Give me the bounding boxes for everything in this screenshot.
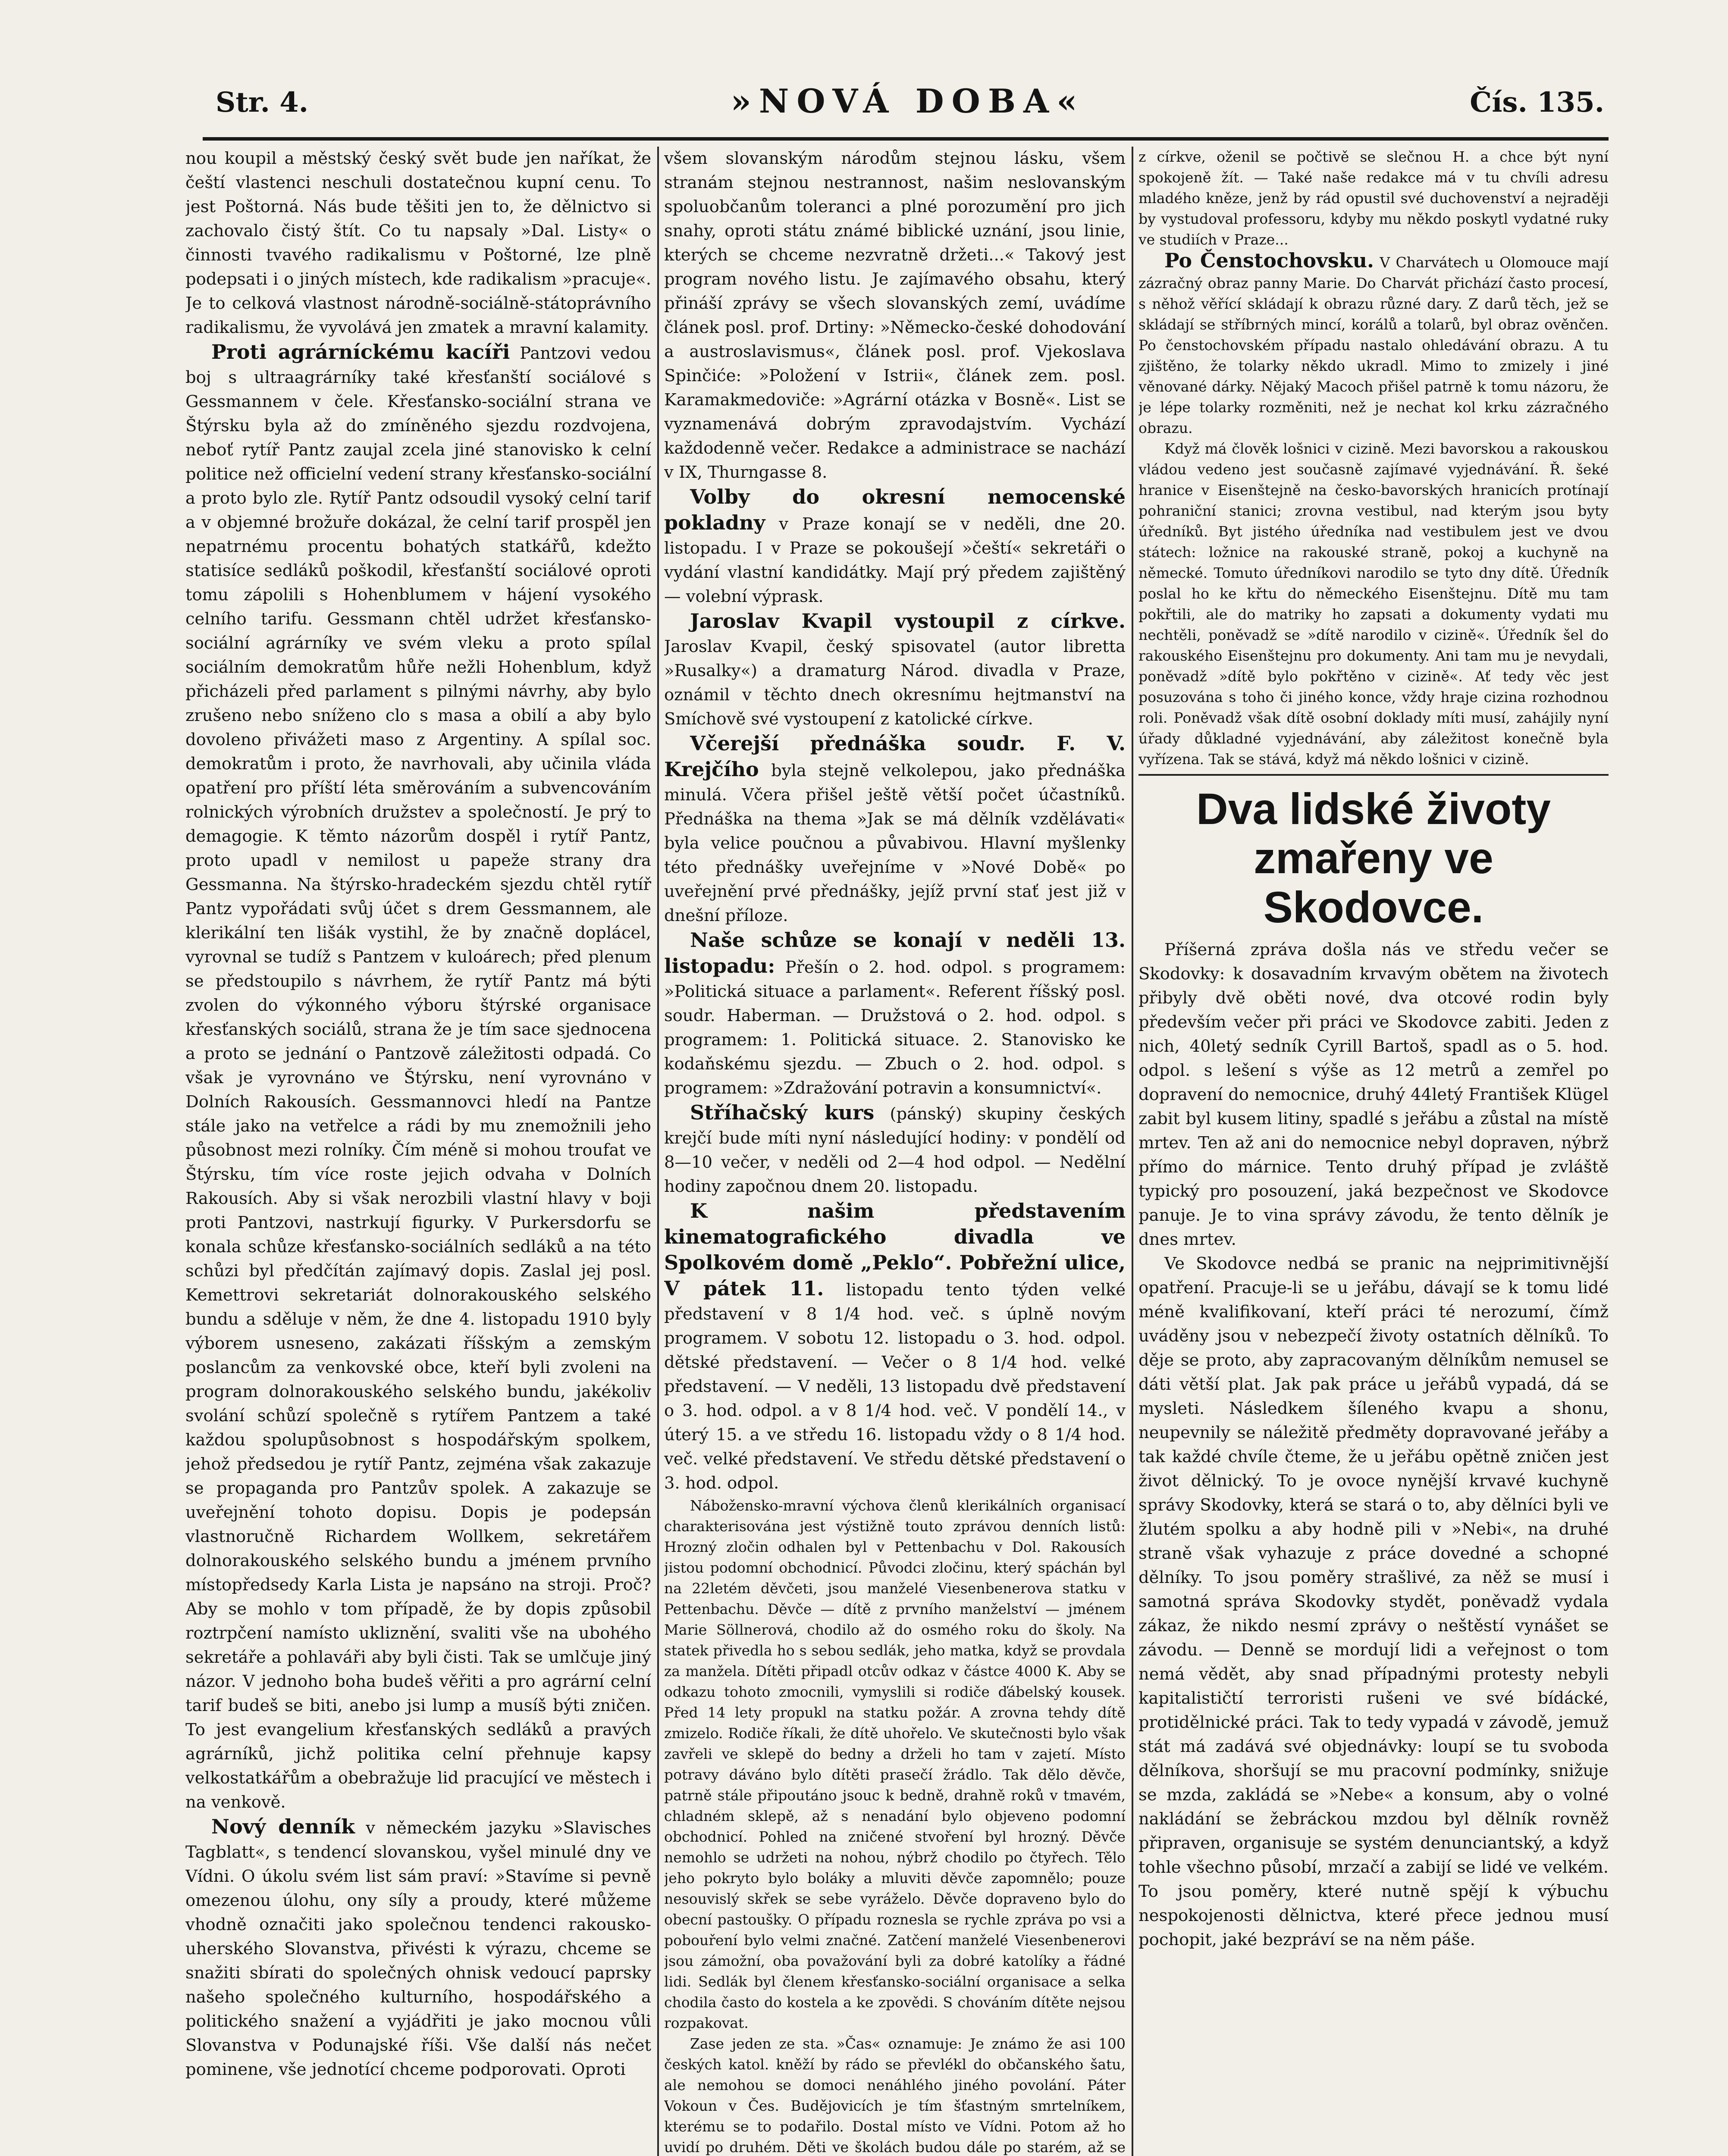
article-lead: Naše schůze se konají v neděli 13. listopadu: [664, 928, 1126, 978]
article-paragraph: Zase jeden ze sta. »Čas« oznamuje: Je známo že asi 100 českých katol. kněží by rádo se převlékl do občanského šatu, ale nemohou se domoci nenáhlého jiného povolání. Páter Vokoun v Čes. Budějovicích je tím šťastným smrtelníkem, kterému se to podařilo. Dostal místo ve Vídni. Potom až ho uvidí po druhém. Děti ve školách budou dále po starém, až se [664, 2035, 1126, 2156]
article-paragraph: Příšerná zpráva došla nás ve středu večer se Skodovky: k dosavadním krvavým obětem na životech přibyly dvě oběti nové, dva otcové rodin byly především večer při práci ve Skodovce zabiti. Jeden z nich, 40letý sedník Cyrill Bartoš, spadl as o 5. hod. odpol. s lešení s výše as 12 metrů a zemřel po dopravení do nemocnice, druhý 44letý František Klügel zabit byl kusem litiny, spadlé s jeřábu a zůstal na místě mrtev. Ten až ani do nemocnice nebyl dopraven, nýbrž přímo do márnice. Tento druhý případ je zvláště typický pro posouzení, jaká bezpečnost ve Skodovce panuje. Je to vina správy závodu, že tento dělník je dnes mrtev. [1138, 940, 1609, 1249]
article-paragraph [664, 1199, 1126, 1495]
article-lead: Stříhačský kurs [690, 1101, 875, 1124]
article-paragraph [664, 928, 1126, 1100]
article-body: v německém jazyku »Slavisches Tagblatt«, s tendencí slovanskou, vyšel minulé dny ve Vídni. O úkolu svém list sám praví: »Stavíme si pevně omezenou úlohu, ony síly a proudy, které můžeme vhodně označiti jako společnou tendenci rakousko-uherského Slovanstva, přivésti k výrazu, chceme se snažiti sbírati do společných ohnisk vedoucí paprsky našeho společného kulturního, hospodářského a politického snažení a vyjádřiti je jako mocnou vůli Slovanstva v Podunajské říši. Vše další nás nečet pominene, vše jednotící chceme podporovati. Oproti [185, 1818, 651, 2079]
section-rule [1138, 774, 1609, 776]
masthead-title: »NOVÁ DOBA« [731, 82, 1085, 120]
issue-number: Čís. 135. [1470, 86, 1604, 119]
article-body: V Charvátech u Olomouce mají zázračný obraz panny Marie. Do Charvát přichází často procesí, s něhož věřící skládají k obrazu různé dary. Z darů těch, jež se skládají se stříbrných mincí, korálů a tolarů, byl obraz ověnčen. Po čenstochovském případu nastalo ohledávání obrazu. A tu zjištěno, že tolarky někdo ukradl. Mimo to zmizely i jiné věnované dárky. Nějaký Macoch přišel patrně k tomu názoru, že je lépe tolarky rozměniti, než je nechat kol krku zázračného obrazu. [1138, 254, 1609, 436]
column-divider-2 [1132, 147, 1133, 2156]
article-body: listopadu tento týden velké představení v 8 1/4 hod. več. s úplně novým programem. V sobotu 12. listopadu o 3. hod. odpol. dětské představení. — Večer o 8 1/4 hod. velké představení. — V neděli, 13 listopadu dvě představení o 3. hod. odpol. a v 8 1/4 hod. več. V pondělí 14., v úterý 15. a ve středu 16. listopadu vždy o 8 1/4 hod. več. velké představení. Ve středu dětské představení o 3. hod. odpol. [664, 1280, 1126, 1493]
article-paragraph [185, 1814, 651, 2082]
article-paragraph [664, 485, 1126, 609]
article-body: Jaroslav Kvapil, český spisovatel (autor libretta »Rusalky«) a dramaturg Národ. divadla v Praze, oznámil v těchto dnech okresnímu hejtmanství na Smíchově své vystoupení z katolické církve. [664, 637, 1126, 729]
article-body: Přešín o 2. hod. odpol. s programem: »Politická situace a parlament«. Referent říšský posl. soudr. Haberman. — Družstová o 2. hod. odpol. s programem: 1. Politická situace. 2. Stanovisko ke kodaňskému sjezdu. — Zbuch o 2. hod. odpol. s programem: »Zdražování potravin a konsumnictví«. [664, 958, 1126, 1098]
page-number-left: Str. 4. [216, 86, 308, 119]
article-paragraph [1138, 250, 1609, 439]
column-divider-1 [657, 147, 659, 2156]
article-paragraph: nou koupil a městský český svět bude jen naříkat, že čeští vlastenci neschuli dostatečnou kupní cenu. To jest Poštorná. Nás bude těšiti jen to, že dělnictvo si zachovalo čistý štít. Co tu napsaly »Dal. Listy« o činnosti tvavého radikalismu v Poštorné, lze plně podepsati i o jiných místech, kde radikalism »pracuje«. Je to celková vlastnost národně-sociálně-státoprávního radikalismu, že vyvolává jen zmatek a mravní kalamity. [185, 149, 651, 337]
article-lead: Volby do okresní nemocenské pokladny [664, 485, 1126, 534]
page-header [207, 78, 1609, 138]
article-body: Pantzovi vedou boj s ultraagrárníky také křesťanští sociálové s Gessmannem v čele. Křesťansko-sociální strana ve Štýrsku byla až do zmíněného sjezdu rozdvojena, neboť rytíř Pantz zaujal zcela jiné stanovisko k celní politice než officielní vedení strany křesťansko-sociální a proto bylo zle. Rytíř Pantz odsoudil vysoký celní tarif a v objemné brožuře dokázal, že celní tarif prospěl jen nepatrnému procentu bohatých statkářů, kdežto statisíce sedláků poškodil, křesťanští sociálové oproti tomu zápolili s Hohenblumem v hájení vysokého celního tarifu. Gessmann chtěl udržet křesťansko-sociální agrárníky ve svém vleku a proto spílal sociálním demokratům hůře nežli Hohenblum, když přicházeli před parlament s pilnými návrhy, aby bylo zrušeno nebo sníženo clo s masa a obilí a aby bylo dovoleno přivážeti maso z Argentiny. A spílal soc. demokratům i proto, že navrhovali, aby učinila vláda opatření pro příští léta směrováním a subvencováním rolnických výrobních družstev a společností. Je prý to demagogie. K těmto názorům dospěl i rytíř Pantz, proto upadl v nemilost u papeže strany dra Gessmanna. Na štýrsko-hradeckém sjezdu chtěl rytíř Pantz vypořádati svůj účet s drem Gessmannem, ale klerikální ten lišák vystihl, že by značně doplácel, vyrovnal se tudíž s Pantzem v kuloárech; před plenum se předstoupilo s návrhem, že rytíř Pantz má býti zvolen do výkonného výboru štýrské organisace křesťanských sociálů, strana že je tím sace sjednocena a proto se jednání o Pantzově záležitosti odpadá. Co však je vyrovnáno ve Štýrsku, není vyrovnáno v Dolních Rakousích. Gessmannovci hledí na Pantze stále jako na vetřelce a rádi by mu znemožnili jeho působnost mezi rolníky. Čím méně si mohou troufat ve Štýrsku, tím více roste jejich odvaha v Dolních Rakousích. Aby si však nerozbili vlastní hlavy v boji proti Pantzovi, nastrkují figurky. V Purkersdorfu se konala schůze křesťansko-sociálních sedláků a na této schůzi byl předčítán zajímavý dopis. Zaslal jej posl. Kemettrovi sekretariát dolnorakouského selského bundu a sděluje v něm, že dne 4. listopadu 1910 byly výborem usneseno, zakázati říšským a zemským poslancům za venkovské obce, kteří byli zvoleni na program dolnorakouského selského bundu, jakékoliv svolání schůzí společně s rytířem Pantzem a také každou spolupůsobnost s hospodářským spolkem, jehož předsedou je rytíř Pantz, zejména však zakazuje se propaganda pro Pantzův spolek. A zakazuje se uveřejnění tohoto dopisu. Dopis je podepsán vlastnoručně Richardem Wollkem, sekretářem dolnorakouského selského bundu a jménem prvního místopředsedy Karla Lista je napsáno na stroji. Proč? Aby se mohlo v tom případě, že by dopis způsobil roztrpčení namísto ukliznění, svaliti vše na ubohého sekretáře a pohlaváři aby byli čisti. Tak se umlčuje jiný názor. V jednoho boha budeš věřiti a pro agrární celní tarif budeš se biti, anebo jsi lump a musíš býti zničen. To jest evangelium křesťanských sedláků a pravých agrárníků, jichž politika celní přehnuje kapsy velkostatkářům a obebražuje lid pracující ve městech i na venkově. [185, 344, 651, 1812]
article-body: (pánský) skupiny českých krejčí bude míti nyní následující hodiny: v pondělí od 8—10 večer, v neděli od 2—4 hod odpol. — Nedělní hodiny započnou dnem 20. listopadu. [664, 1104, 1126, 1196]
article-body: v Praze konají se v neděli, dne 20. listopadu. I v Praze se pokoušejí »čeští« sekretáři o vydání vlastní kandidátky. Mají prý předem zajištěný — volební výprask. [664, 514, 1126, 606]
article-paragraph: Ve Skodovce nedbá se pranic na nejprimitivnější opatření. Pracuje-li se u jeřábu, dávají se k tomu lidé méně kvalifikovaní, kteří práci té nerozumí, čímž uváděny jsou v nebezpečí životy ostatních dělníků. To děje se proto, aby zapracovaným dělníkům nemusel se dáti větší plat. Jak pak práce u jeřábů vypadá, dá se mysleti. Následkem šíleného kvapu a shonu, neupevnily se náležitě předměty dopravované jeřáby a tak každé chvíle čteme, že u jeřábu opětně zničen jest život dělnický. To je ovoce nynější krvavé kuchyně správy Skodovky, která se stará o to, aby dělníci byli ve žlutém spolku a aby hodně pili v »Nebi«, na druhé straně však vyhazuje z práce dovedné a schopné dělníky. To jsou poměry strašlivé, za něž se musí i samotná správa Skodovky stydět, poněvadž vydala zákaz, že nikdo nesmí zprávy o neštěstí vynášet se závodu. — Denně se mordují lidi a veřejnost o tom nemá vědět, aby snad případnými protesty nebyli kapitalističtí terroristi rušeni ve své bídácké, protidělnické práci. Tak to tedy vypadá v závodě, jemuž stát má zadává své objednávky: loupí se tu svoboda dělníkova, shoršují se mu pracovní podmínky, snižuje se mzda, zakládá se »Nebe« a konsum, aby o volné nakládání se žebráckou mzdou byl dělník rovněž připraven, organisuje se systém denunciantský, a když tohle všechno působí, mrzačí a zabijí se lidé ve velkém. To jsou poměry, které nutně spějí k výbuchu nespokojenosti dělnictva, které přece jednou musí pochopit, jaké bezpráví se na něm páše. [1138, 1254, 1609, 1949]
article-paragraph [185, 340, 651, 1814]
article-paragraph [664, 1100, 1126, 1199]
column-2 [664, 147, 1126, 2156]
article-body: byla stejně velkolepou, jako přednáška minulá. Včera přišel ještě větší počet účastníků. Přednáška na thema »Jak se má dělník vzdělávati« byla velice poučnou a půvabivou. Hlavní myšlenky této přednášky uveřejníme v »Nové Době« po uveřejnění prvé přednášky, jejíž první stať jest již v dnešní příloze. [664, 761, 1126, 925]
article-lead: Proti agrárníckému kacíři [211, 340, 510, 364]
article-lead: K našim představením kinematografického divadla ve Spolkovém domě „Peklo“. Pobřežní ulice, V pátek 11. [664, 1199, 1126, 1300]
column-1 [185, 147, 651, 2156]
article-paragraph [664, 731, 1126, 928]
article-lead: Po Čenstochovsku. [1164, 249, 1374, 272]
column-3 [1138, 147, 1609, 2156]
article-lead: Jaroslav Kvapil vystoupil z církve. [690, 609, 1126, 633]
article-lead: Nový denník [211, 1815, 355, 1838]
article-lead: Včerejší přednáška soudr. F. V. Krejčího [664, 732, 1126, 781]
article-paragraph: všem slovanským národům stejnou lásku, všem stranám stejnou nestrannost, našim neslovanským spoluobčanům toleranci a plné porozumění pro jich snahy, oproti státu známé biblické uznání, jsou linie, kterých se chceme nezvratně držeti...« Takový jest program nového listu. Je zajímavého obsahu, který přináší zprávy se všech slovanských zemí, uvádíme článek posl. prof. Drtiny: »Německo-české dohodování a austroslavismus«, článek posl. prof. Vjekoslava Spinčiće: »Položení v Istrii«, článek zem. posl. Karamakmedoviče: »Agrární otázka v Bosně«. List se vyznamenává dobrým zpravodajstvím. Vychází každodenně večer. Redakce a administrace se nachází v IX, Thurngasse 8. [664, 149, 1126, 482]
article-paragraph: Když má člověk lošnici v cizině. Mezi bavorskou a rakouskou vládou vedeno jest současně zajímavé vyjednávání. Ř. šeké hranice v Eisenštejně na česko-bavorských hranicích protínají pohraniční stanici; zrovna vestibul, nad kterým jsou byty úředníků. Byt jistého úředníka nad vestibulem jest ve dvou státech: ložnice na rakouské straně, pokoj a kuchyně na německé. Tomuto úředníkovi narodilo se tyto dny dítě. Úředník poslal ho ke křtu do německého Eisenštejnu. Dítě mu tam pokřtili, ale do matriky ho zapsati a dokumenty vydati mu nechtěli, poněvadž se »dítě narodilo v cizině«. Úředník šel do rakouského Eisenštejnu pro dokumenty. Ani tam mu je nevydali, poněvadž »dítě bylo pokřtěno v cizině«. Ať tedy věc jest posuzována s toho či jiného konce, vždy hraje cizina rozhodnou roli. Poněvadž však dítě osobní doklady míti musí, zahájily nyní úřady důkladné vyjednávání, aby záležitost konečně byla vyřízena. Tak se stává, když má někdo lošnici v cizině. [1138, 440, 1609, 768]
header-rule [203, 137, 1609, 141]
article-paragraph [664, 609, 1126, 731]
article-headline: Dva lidské životy zmařeny ve Skodovce. [1196, 784, 1551, 932]
article-paragraph: z církve, oženil se počtivě se slečnou H. a chce být nyní spokojeně žít. — Také naše redakce má v tu chvíli adresu mladého kněze, jenž by rád opustil své duchovenství a nejraději by vystudoval professoru, kdyby mu někdo poskytl vydatné ruky ve studiích v Praze... [1138, 148, 1609, 248]
article-paragraph: Nábožensko-mravní výchova členů klerikálních organisací charakterisována jest výstižně touto zprávou denních listů: Hrozný zločin odhalen byl v Pettenbachu v Dol. Rakousích jistou podomní obchodnicí. Původci zločinu, který spáchán byl na 22letém děvčeti, jsou manželé Viesenbenerova statku v Pettenbachu. Děvče — dítě z prvního manželství — jménem Marie Söllnerová, chodilo až do osmého roku do školy. Na statek přivedla ho s sebou sedlák, jeho matka, když se provdala za manžela. Dítěti připadl otcův odkaz v částce 4000 K. Aby se odkazu tohoto zmocnili, vymyslili si rodiče ďábelský kousek. Před 14 lety propukl na statku požár. A zrovna tehdy dítě zmizelo. Rodiče říkali, že dítě uhořelo. Ve skutečnosti bylo však zavřeli ve sklepě do bedny a drželi ho tam v zajetí. Místo potravy dáváno bylo dítěti prasečí žrádlo. Tak dělo děvče, patrně stále připoutáno jsouc k bedně, drahně roků v tmavém, chladném sklepě, až s nenadání bylo objeveno podomní obchodnicí. Pohled na zničené stvoření byl hrozný. Děvče nemohlo se udržeti na nohou, nýbrž chodilo po čtyřech. Tělo jeho pokryto bylo boláky a mluviti děvče zapomnělo; pouze nesouvislý skřek se sebe vyráželo. Děvče dopraveno bylo do obecní pastoušky. O případu roznesla se rychle zpráva po vsi a pobouření bylo velmi značné. Zatčení manželé Viesenbenerovi jsou zámožní, oba považování byli za dobré katolíky a řádné lidi. Sedlák byl členem křesťansko-sociální organisace a selka chodila často do kostela a ke zpovědi. S chováním dítěte nejsou rozpakovat. [664, 1497, 1126, 2031]
